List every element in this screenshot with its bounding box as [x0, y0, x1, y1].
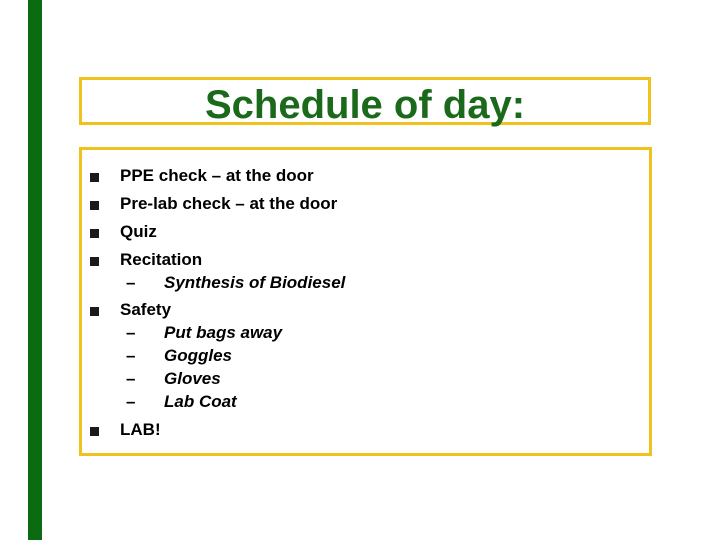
dash-marker: –: [126, 273, 136, 292]
sub-item-label: Lab Coat: [164, 392, 237, 411]
sub-item: [126, 369, 221, 389]
list-item-label: Quiz: [120, 222, 157, 241]
sub-item: [126, 323, 282, 343]
square-bullet-icon: [90, 173, 99, 182]
bullet-list: [82, 150, 649, 453]
list-item-label: PPE check – at the door: [120, 166, 314, 185]
square-bullet-icon: [90, 201, 99, 210]
dash-marker: –: [126, 369, 136, 388]
list-item-label: Pre-lab check – at the door: [120, 194, 338, 213]
square-bullet-icon: [90, 257, 99, 266]
square-bullet-icon: [90, 307, 99, 316]
content-box: [79, 147, 652, 456]
square-bullet-icon: [90, 427, 99, 436]
sub-item-label: Put bags away: [164, 323, 283, 342]
dash-marker: –: [126, 346, 136, 365]
sub-item-label: Synthesis of Biodiesel: [164, 273, 346, 292]
left-accent-bar: [28, 0, 42, 540]
sub-item: [126, 392, 237, 412]
dash-marker: –: [126, 392, 136, 411]
square-bullet-icon: [90, 229, 99, 238]
list-item-label: LAB!: [120, 420, 161, 439]
sub-item-label: Gloves: [164, 369, 221, 388]
sub-item-label: Goggles: [164, 346, 233, 365]
list-item-label: Safety: [120, 300, 172, 319]
title-box: [79, 77, 651, 125]
slide-title: Schedule of day:: [204, 83, 526, 127]
sub-item: [126, 273, 345, 293]
list-item-label: Recitation: [120, 250, 203, 269]
dash-marker: –: [126, 323, 136, 342]
sub-item: [126, 346, 232, 366]
